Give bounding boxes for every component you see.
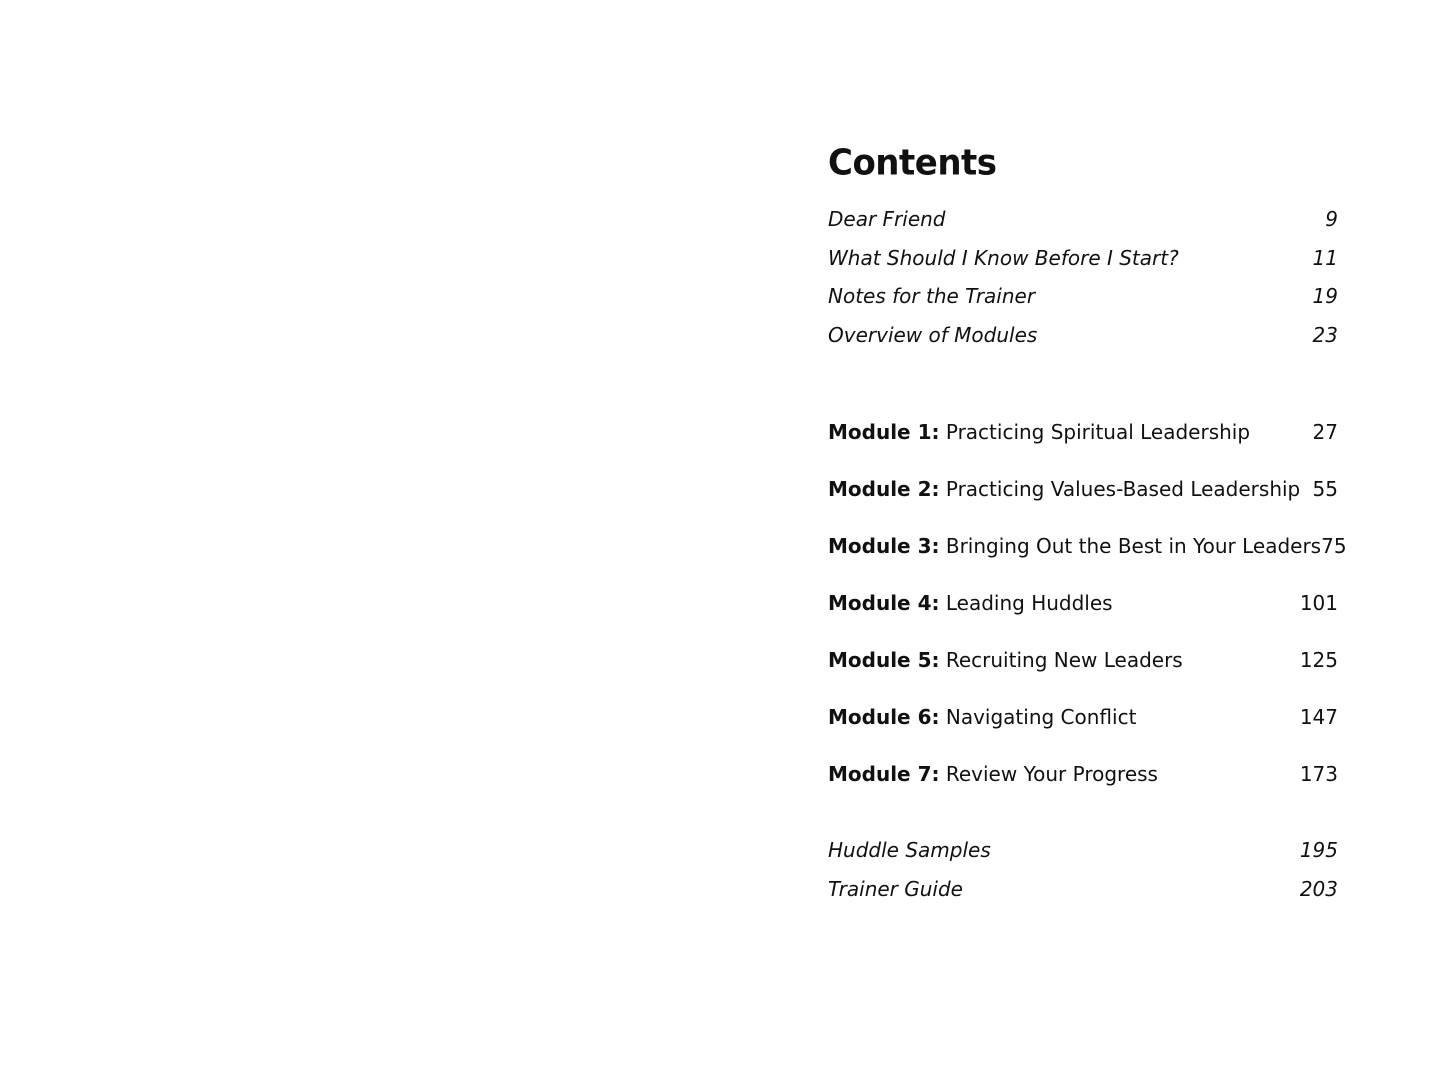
module-number: Module 7: (828, 762, 940, 786)
toc-entry-label: Dear Friend (828, 207, 946, 231)
toc-entry-module-7 (828, 746, 1338, 803)
toc-entry-label: Overview of Modules (828, 322, 1038, 347)
module-title: Bringing Out the Best in Your Leaders (945, 534, 1322, 558)
back-matter-list (828, 831, 1338, 908)
module-number: Module 1: (828, 420, 940, 444)
toc-entry-notes-for-trainer (828, 277, 1338, 316)
front-matter-list (828, 200, 1338, 354)
module-title: Practicing Spiritual Leadership (945, 420, 1251, 444)
toc-entry-page: 23 (1312, 322, 1338, 347)
module-number: Module 6: (828, 705, 940, 729)
toc-entry-page: 125 (1299, 648, 1338, 672)
toc-entry-module-4 (828, 575, 1338, 632)
module-number: Module 5: (828, 648, 940, 672)
toc-entry-label: Notes for the Trainer (828, 284, 1036, 308)
toc-entry-module-2 (828, 461, 1338, 518)
toc-entry-trainer-guide (828, 870, 1338, 909)
toc-entry-page: 75 (1321, 534, 1347, 558)
toc-entry-huddle-samples (828, 831, 1338, 870)
toc-entry-page: 27 (1312, 420, 1338, 444)
module-title: Leading Huddles (945, 591, 1113, 615)
toc-entry-page: 203 (1299, 876, 1338, 901)
module-number: Module 2: (828, 477, 940, 501)
toc-entry-page: 19 (1312, 284, 1338, 308)
module-number: Module 4: (828, 591, 940, 615)
toc-entry-what-should-i-know (828, 239, 1338, 278)
contents-title: Contents (828, 142, 997, 185)
toc-entry-label: Huddle Samples (828, 838, 991, 862)
module-title: Practicing Values-Based Leadership (945, 477, 1301, 501)
toc-entry-label: What Should I Know Before I Start? (828, 245, 1179, 270)
toc-entry-page: 101 (1299, 591, 1338, 615)
toc-entry-label: Trainer Guide (828, 876, 963, 901)
toc-entry-module-5 (828, 632, 1338, 689)
toc-entry-page: 11 (1312, 245, 1338, 270)
toc-entry-page: 55 (1312, 477, 1338, 501)
toc-entry-overview-of-modules (828, 316, 1338, 355)
module-title: Recruiting New Leaders (945, 648, 1183, 672)
table-of-contents (828, 140, 1347, 908)
toc-entry-module-1 (828, 404, 1338, 461)
toc-entry-page: 147 (1299, 705, 1338, 729)
toc-entry-page: 173 (1299, 762, 1338, 786)
module-title: Navigating Conflict (945, 705, 1137, 729)
module-number: Module 3: (828, 534, 940, 558)
toc-entry-page: 195 (1299, 838, 1338, 862)
toc-entry-module-3 (828, 518, 1347, 575)
toc-entry-module-6 (828, 689, 1338, 746)
modules-list (828, 404, 1347, 803)
module-title: Review Your Progress (945, 762, 1158, 786)
toc-entry-dear-friend (828, 200, 1338, 239)
toc-entry-page: 9 (1325, 207, 1338, 231)
left-page-blank (0, 0, 722, 1084)
